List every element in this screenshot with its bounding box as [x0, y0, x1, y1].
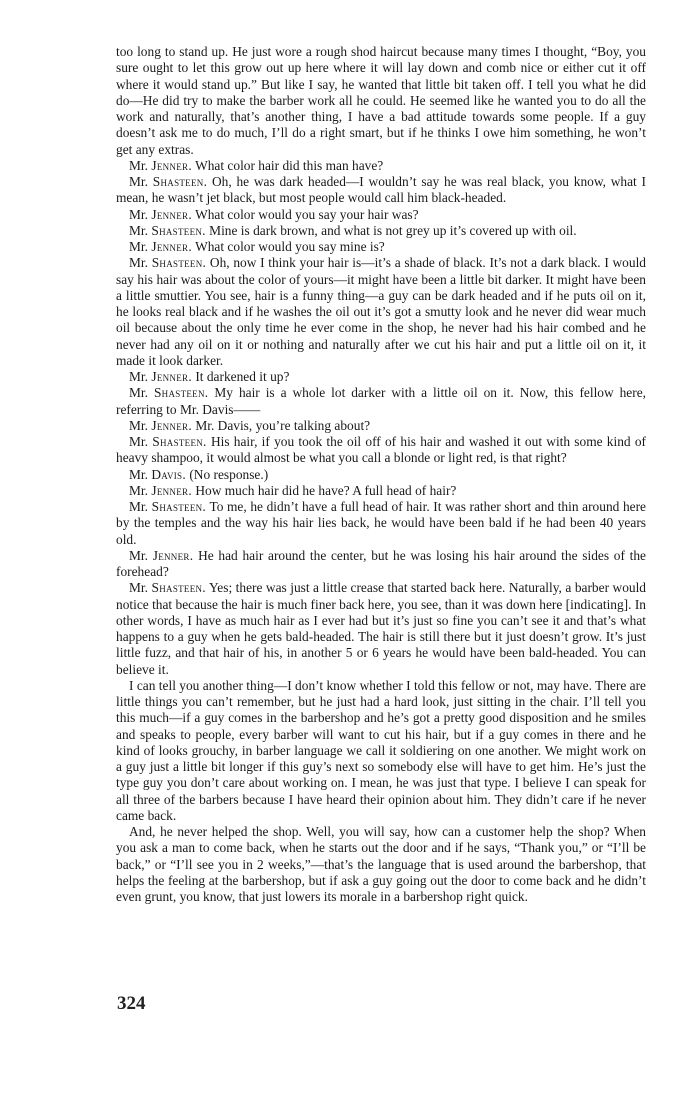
- speaker-name: Shasteen.: [151, 255, 207, 271]
- testimony-paragraph: [116, 467, 646, 483]
- speaker-title: Mr.: [129, 206, 152, 222]
- paragraph-text: What color hair did this man have?: [191, 157, 384, 173]
- paragraph-text: His hair, if you took the oil off of his hair and washed it out with some kind of heavy shampoo, it would almost be what you call a blonde or light red, is that right?: [116, 434, 647, 466]
- testimony-paragraph: [116, 548, 646, 581]
- paragraph-text: What color would you say your hair was?: [191, 206, 419, 222]
- paragraph-text: Mr. Davis, you’re talking about?: [191, 417, 371, 433]
- paragraph-text: To me, he didn’t have a full head of hair. It was rather short and thin around here by the temples and the way his hair lies back, he would have been bald if he had been 40 years old.: [116, 499, 646, 547]
- narrative-paragraph: [116, 678, 646, 824]
- testimony-paragraph: [116, 483, 646, 499]
- paragraph-text: Oh, he was dark headed—I wouldn’t say he was real black, you know, what I mean, he wasn’t jet black, but most people would call him black-headed.: [116, 174, 646, 206]
- testimony-paragraph: [116, 158, 646, 174]
- speaker-name: Jenner.: [151, 417, 192, 433]
- paragraph-text: How much hair did he have? A full head of hair?: [191, 482, 457, 498]
- narrative-paragraph: [116, 44, 646, 158]
- speaker-title: Mr.: [129, 222, 152, 238]
- testimony-paragraph: [116, 418, 646, 434]
- speaker-name: Jenner.: [151, 369, 192, 384]
- testimony-paragraph: [116, 580, 646, 678]
- speaker-title: Mr.: [129, 255, 152, 271]
- speaker-name: Shasteen.: [152, 174, 208, 189]
- testimony-paragraph: [116, 223, 646, 239]
- narrative-paragraph: [116, 824, 646, 905]
- paragraph-text: It darkened it up?: [191, 369, 290, 384]
- speaker-title: Mr.: [129, 385, 154, 401]
- testimony-paragraph: [116, 239, 646, 255]
- speaker-title: Mr.: [129, 580, 152, 596]
- speaker-title: Mr.: [129, 417, 152, 433]
- speaker-title: Mr.: [129, 239, 152, 254]
- speaker-title: Mr.: [129, 547, 153, 563]
- speaker-title: Mr.: [129, 174, 153, 189]
- testimony-paragraph: [116, 434, 646, 467]
- paragraph-text: My hair is a whole lot darker with a little oil on it. Now, this fellow here, referring to Mr. Davis——: [116, 385, 646, 417]
- speaker-title: Mr.: [129, 466, 152, 482]
- testimony-paragraph: [116, 385, 646, 418]
- testimony-paragraph: [116, 207, 646, 223]
- speaker-name: Shasteen.: [151, 222, 206, 238]
- testimony-paragraph: [116, 499, 646, 548]
- paragraph-text: I can tell you another thing—I don’t know whether I told this fellow or not, may have. There are little things you can’t remember, but he just had a hard look, just sitting in the chair. I’ll tell you this much—if a guy comes in the barbershop and he’s got a pretty good disposition and he smiles and speaks to people, every barber will want to cut his hair, but if a guy comes in there and he kind of looks grouchy, in barber language we call it soldiering on one another. We might work on a guy just a little bit longer if this guy’s next so somebody else will have to get him. He’s just the type guy you don’t care about working on. I mean, he was just that type. I believe I can speak for all three of the barbers because I have heard their opinion about him. They didn’t care if he never came back.: [116, 677, 646, 823]
- paragraph-text: And, he never helped the shop. Well, you will say, how can a customer help the shop? When you ask a man to come back, when he starts out the door and if he says, “Thank you,” or “I’ll be back,” or “I’ll see you in 2 weeks,”—that’s the language that is used around the barbershop, that helps the feeling at the barbershop, but if ask a guy going out the door to come back and he didn’t even grunt, you know, that just lowers its morale in a barbershop right quick.: [116, 824, 646, 904]
- testimony-paragraph: [116, 174, 646, 207]
- speaker-name: Jenner.: [151, 206, 192, 222]
- speaker-name: Jenner.: [152, 547, 194, 563]
- testimony-paragraph: [116, 369, 646, 385]
- paragraph-text: He had hair around the center, but he was losing his hair around the sides of the forehead?: [116, 547, 646, 579]
- paragraph-text: too long to stand up. He just wore a rough shod haircut because many times I thought, “Boy, you sure ought to let this grow out up here where it will lay down and comb nice or either cut it off where it would stand up.” But like I say, he wanted that little bit taken off. I tell you what he did do—He did try to make the barber work all he could. He seemed like he wanted you to do all the work and naturally, that’s another thing, I have a bad attitude towards some people. If a guy doesn’t ask me to do much, I’ll do a right smart, but if he thinks I owe him something, he won’t get any extras.: [116, 44, 646, 157]
- paragraph-text: What color would you say mine is?: [191, 239, 385, 254]
- speaker-name: Jenner.: [151, 482, 192, 498]
- speaker-title: Mr.: [129, 434, 153, 449]
- speaker-title: Mr.: [129, 157, 152, 173]
- speaker-title: Mr.: [129, 482, 152, 498]
- speaker-name: Jenner.: [151, 239, 192, 254]
- speaker-name: Shasteen.: [151, 499, 207, 514]
- testimony-paragraph: [116, 255, 646, 369]
- paragraph-text: Oh, now I think your hair is—it’s a shade of black. It’s not a dark black. I would say his hair was about the color of yours—it might have been a little bit darker. It might have been a little smuttier. You see, hair is a funny thing—a guy can be dark headed and if he puts oil on it, he looks real black and if he washes the oil out it’s got a smutty look and he never did wear much oil because about the only time he ever come in the shop, he never had his hair combed and he never had any oil on it or nothing and naturally after we cut his hair and put a little oil on it, it made it look darker.: [116, 255, 646, 368]
- speaker-name: Jenner.: [151, 157, 192, 173]
- speaker-name: Shasteen.: [152, 434, 207, 449]
- speaker-name: Shasteen.: [151, 580, 206, 596]
- paragraph-text: Mine is dark brown, and what is not grey up it’s covered up with oil.: [205, 222, 577, 238]
- paragraph-text: (No response.): [186, 466, 269, 482]
- speaker-title: Mr.: [129, 499, 152, 514]
- speaker-name: Shasteen.: [153, 385, 209, 401]
- testimony-page-text: [116, 44, 646, 905]
- paragraph-text: Yes; there was just a little crease that started back here. Naturally, a barber would notice that because the hair is much finer back here, you see, than it was down here [indicating]. In other words, I have as much hair as I ever had but it’s just so fine you can’t see it and that’s what happens to a guy when he gets bald-headed. The hair is still there but it just doesn’t grow. It’s just little fuzz, and that hair of his, in another 5 or 6 years he would have been bald-headed. You can believe it.: [116, 580, 646, 677]
- page-number: 324: [117, 993, 146, 1014]
- speaker-title: Mr.: [129, 369, 152, 384]
- speaker-name: Davis.: [151, 466, 186, 482]
